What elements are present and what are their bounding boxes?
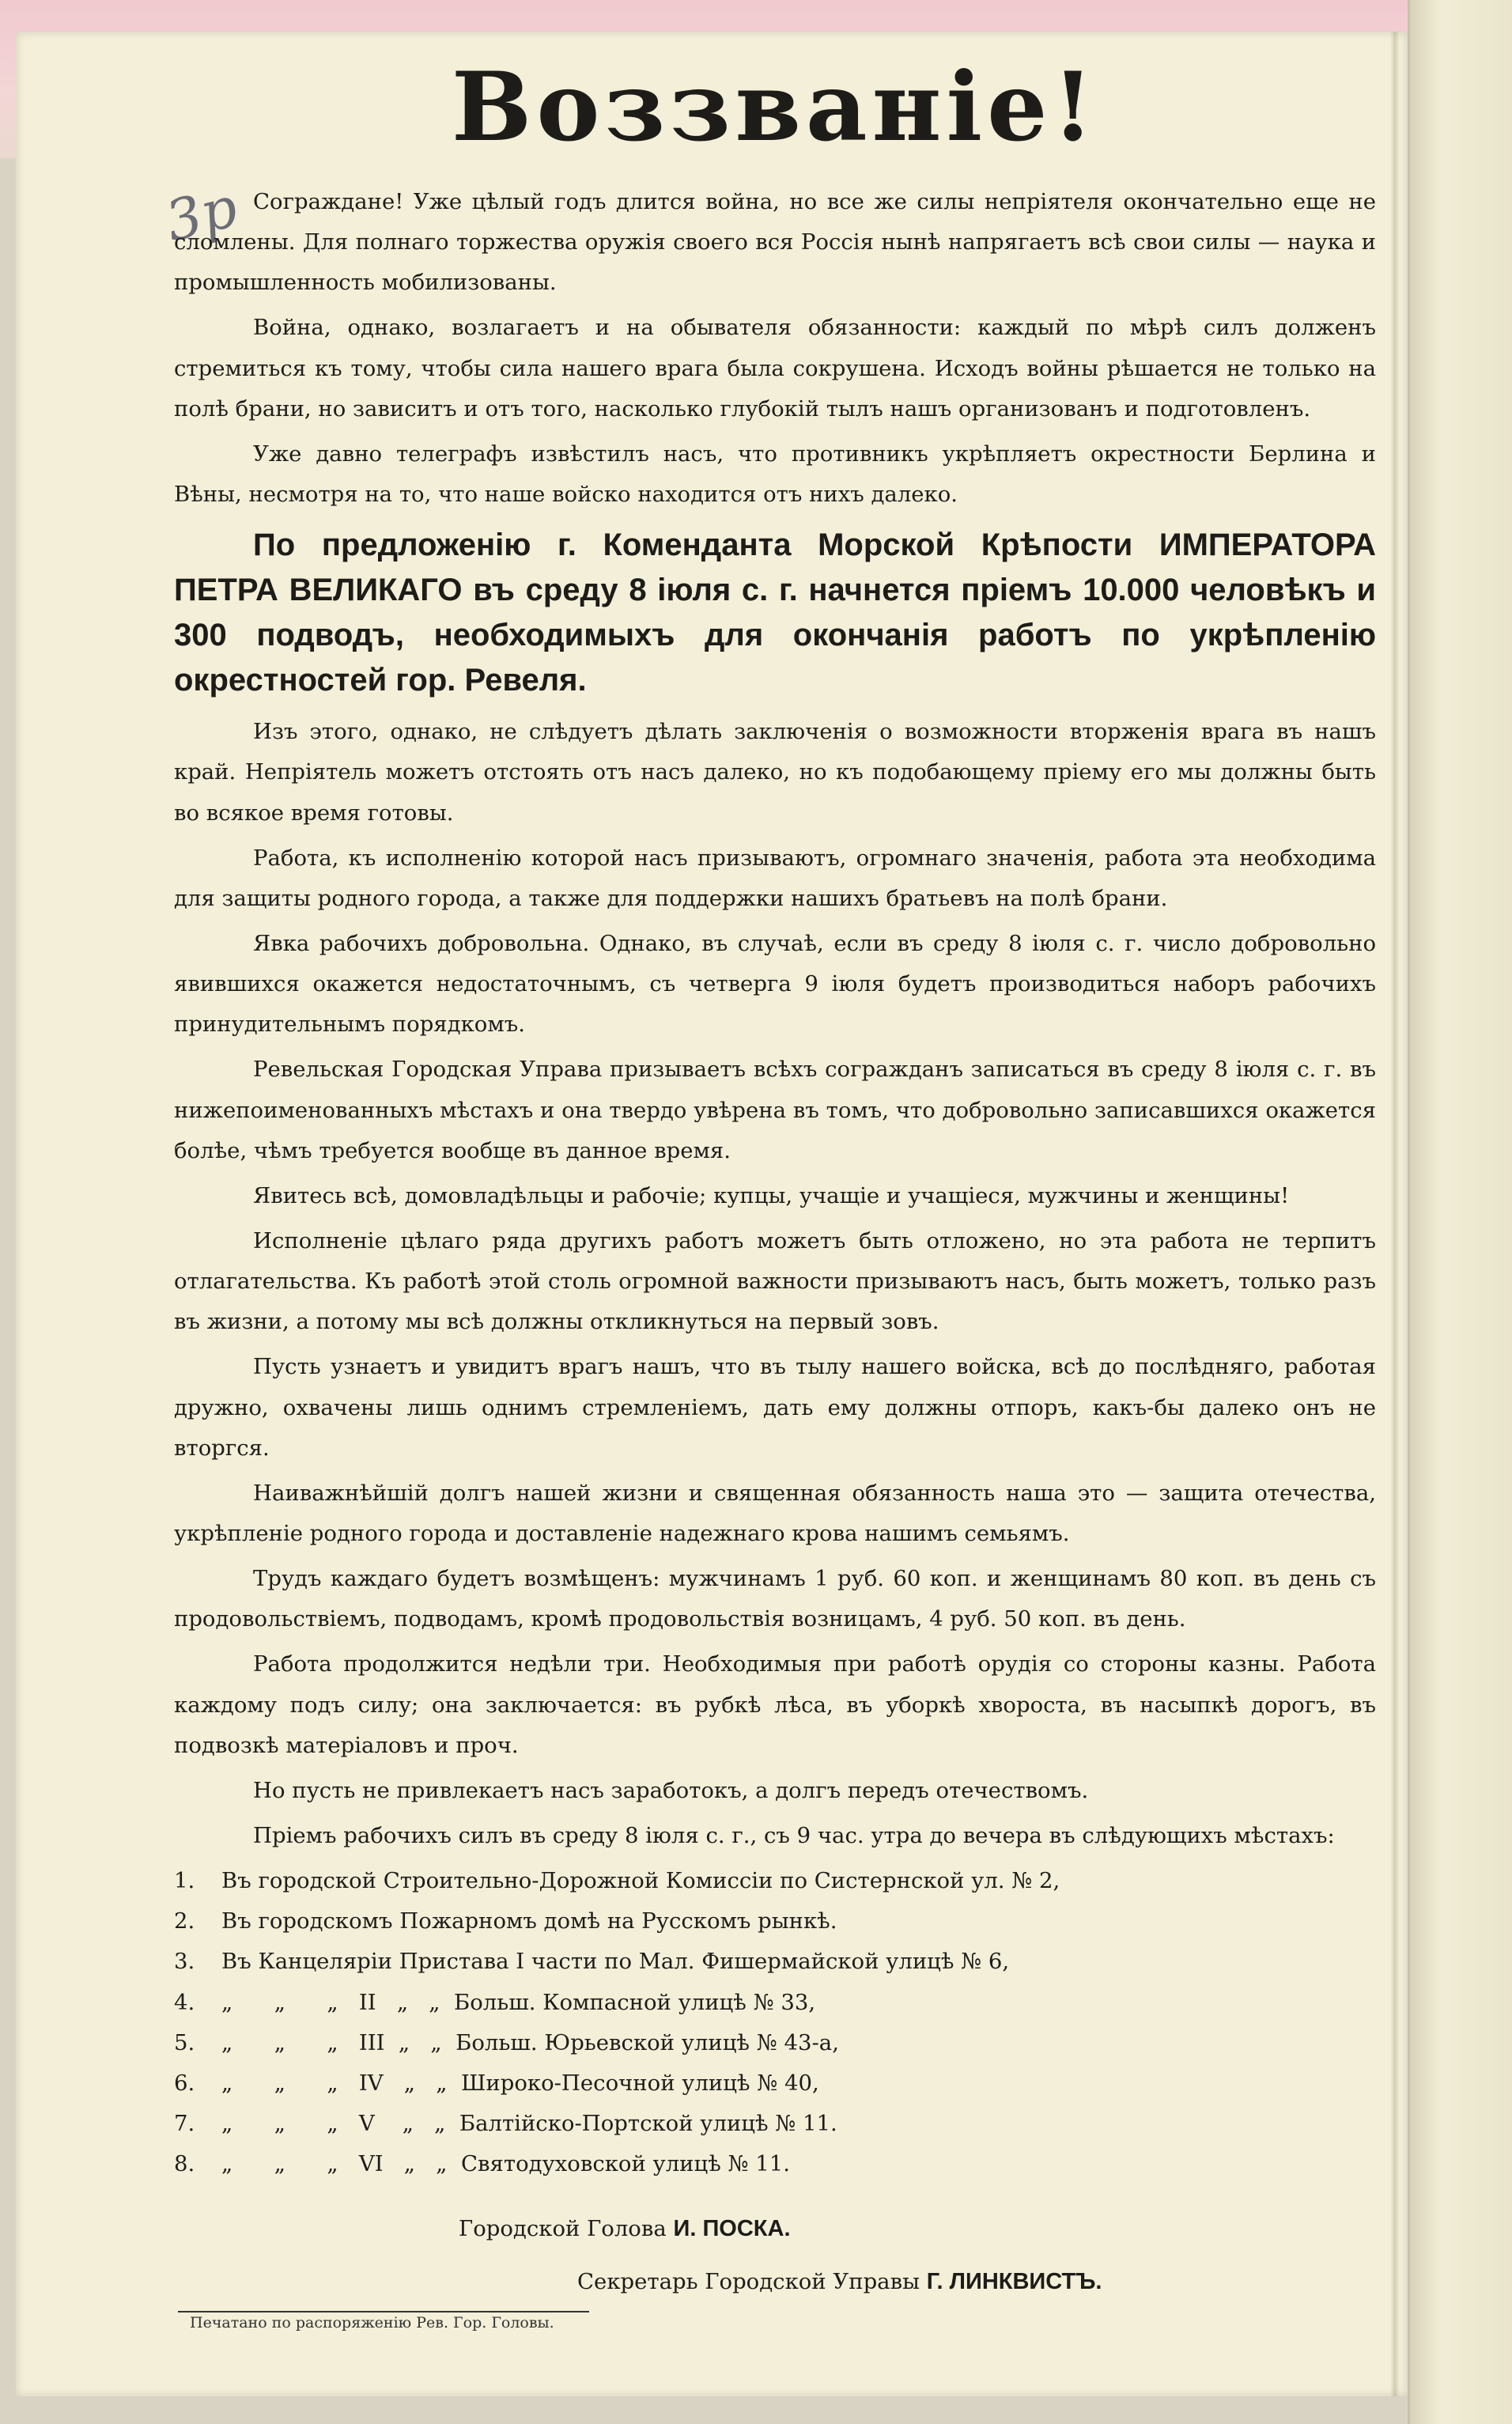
paragraph: Явитесь всѣ, домовладѣльцы и рабочіе; купцы, учащіе и учащіеся, мужчины и женщины! [253, 1182, 1290, 1208]
item-text: Въ городской Строительно-Дорожной Комиссіи по Систернской ул. № 2, [221, 1868, 1060, 1894]
paragraph: Трудъ каждаго будетъ возмѣщенъ: мужчинамъ 1 руб. 60 коп. и женщинамъ 80 коп. въ день съ продовольствіемъ, подводамъ, кромѣ продовольствія возницамъ, 4 руб. 50 коп. въ день. [174, 1566, 1376, 1632]
item-text: Въ городскомъ Пожарномъ домѣ на Русскомъ рынкѣ. [221, 1908, 837, 1934]
signature-role: Секретарь Городской Управы [577, 2269, 920, 2295]
item-text: „ „ „ IV „ „ Широко-Песочной улицѣ № 40, [221, 2070, 819, 2096]
printer-note: Печатано по распоряженію Рев. Гор. Головы. [190, 2314, 554, 2331]
paragraph: Ревельская Городская Управа призываетъ всѣхъ согражданъ записаться въ среду 8 іюля с. г. въ нижепоименованныхъ мѣстахъ и она твердо увѣрена въ томъ, что добровольно записавшихся окажется болѣе, чѣмъ требуется вообще въ данное время. [174, 1057, 1376, 1163]
paragraph: Работа продолжится недѣли три. Необходимыя при работѣ орудія со стороны казны. Работа каждому подъ силу; она заключается: въ рубкѣ лѣса, въ уборкѣ хвороста, въ насыпкѣ дорогъ, въ подвозкѣ матеріаловъ и проч. [174, 1651, 1376, 1758]
paragraph: Наиважнѣйшій долгъ нашей жизни и священная обязанность наша это — защита отечества, укрѣпленіе родного города и доставленіе надежнаго крова нашимъ семьямъ. [174, 1480, 1376, 1546]
item-number: 8. [174, 2151, 195, 2177]
paragraph: Сограждане! Уже цѣлый годъ длится война, но все же силы непріятеля окончательно еще не сломлены. Для полнаго торжества оружія своего вся Россія нынѣ напрягаетъ всѣ свои силы — наука и промышленность мобилизованы. [174, 189, 1376, 296]
poster-title: Воззваніе! [451, 51, 1099, 163]
item-number: 3. [174, 1949, 195, 1975]
paragraph: Пріемъ рабочихъ силъ въ среду 8 іюля с. г., съ 9 час. утра до вечера въ слѣдующихъ мѣстахъ: [253, 1822, 1335, 1848]
paragraph: Уже давно телеграфъ извѣстилъ насъ, что противникъ укрѣпляетъ окрестности Берлина и Вѣны, несмотря на то, что наше войско находится отъ нихъ далеко. [174, 441, 1376, 507]
footer-divider [178, 2311, 589, 2312]
paragraph: Но пусть не привлекаетъ насъ заработокъ, а долгъ передъ отечествомъ. [253, 1777, 1089, 1803]
item-number: 7. [174, 2110, 195, 2136]
list-item [174, 1901, 1376, 1942]
signature-mayor [174, 2216, 1376, 2242]
item-text: „ „ „ V „ „ Балтійско-Портской улицѣ № 11. [221, 2110, 837, 2136]
poster-content [174, 51, 1376, 2295]
item-text: Въ Канцеляріи Пристава І части по Мал. Фишермайской улицѣ № 6, [221, 1949, 1010, 1975]
signature-secretary [174, 2269, 1376, 2295]
item-text: „ „ „ II „ „ Больш. Компасной улицѣ № 33, [221, 1989, 816, 2015]
item-number: 1. [174, 1868, 195, 1894]
signature-name: Г. ЛИНКВИСТЪ. [926, 2269, 1102, 2295]
adjacent-page-edge [1408, 0, 1512, 2424]
paragraph: Война, однако, возлагаетъ и на обывателя обязанности: каждый по мѣрѣ силъ долженъ стремиться къ тому, чтобы сила нашего врага была сокрушена. Исходъ войны рѣшается не только на полѣ брани, но зависитъ и отъ того, насколько глубокій тылъ нашъ организованъ и подготовленъ. [174, 315, 1376, 422]
paragraph: Исполненіе цѣлаго ряда другихъ работъ можетъ быть отложено, но эта работа не терпитъ отлагательства. Къ работѣ этой столь огромной важности призываютъ насъ, быть можетъ, только разъ въ жизни, а потому мы всѣ должны откликнуться на первый зовъ. [174, 1228, 1376, 1335]
list-item [174, 2063, 1376, 2104]
paragraph: Изъ этого, однако, не слѣдуетъ дѣлать заключенія о возможности вторженія врага въ нашъ край. Непріятель можетъ отстоять отъ насъ далеко, но къ подобающему пріему его мы должны быть во всякое время готовы. [174, 719, 1376, 826]
paragraph: Явка рабочихъ добровольна. Однако, въ случаѣ, если въ среду 8 іюля с. г. число добровольно явившихся окажется недостаточнымъ, съ четверга 9 іюля будетъ производиться наборъ рабочихъ принудительнымъ порядкомъ. [174, 931, 1376, 1038]
item-number: 2. [174, 1908, 195, 1934]
paragraph: Работа, къ исполненію которой насъ призываютъ, огромнаго значенія, работа эта необходима для защиты родного города, а также для поддержки нашихъ братьевъ на полѣ брани. [174, 845, 1376, 911]
item-number: 5. [174, 2029, 195, 2055]
list-item [174, 2104, 1376, 2144]
list-item [174, 2144, 1376, 2184]
bold-announcement: По предложенію г. Коменданта Морской Крѣпости ИМПЕРАТОРА ПЕТРА ВЕЛИКАГО въ среду 8 іюля с. г. начнется пріемъ 10.000 человѣкъ и 300 подводъ, необходимыхъ для окончанія работъ по укрѣпленію окрестностей гор. Ревеля. [174, 528, 1376, 698]
signature-role: Городской Голова [459, 2216, 667, 2242]
signature-name: И. ПОСКА. [673, 2216, 791, 2242]
pencil-note: 3р [159, 174, 244, 255]
list-item [174, 1942, 1376, 1982]
list-item [174, 1861, 1376, 1901]
item-number: 4. [174, 1989, 195, 2015]
item-text: „ „ „ III „ „ Больш. Юрьевской улицѣ № 43-а, [221, 2029, 839, 2055]
paragraph: Пусть узнаетъ и увидитъ врагъ нашъ, что въ тылу нашего войска, всѣ до послѣдняго, работая дружно, охвачены лишь однимъ стремленіемъ, дать ему должны отпоръ, какъ-бы далеко онъ не вторгся. [174, 1354, 1376, 1461]
item-text: „ „ „ VI „ „ Святодуховской улицѣ № 11. [221, 2151, 791, 2177]
places-list [174, 1861, 1376, 2184]
list-item [174, 2023, 1376, 2063]
list-item [174, 1983, 1376, 2023]
item-number: 6. [174, 2070, 195, 2096]
